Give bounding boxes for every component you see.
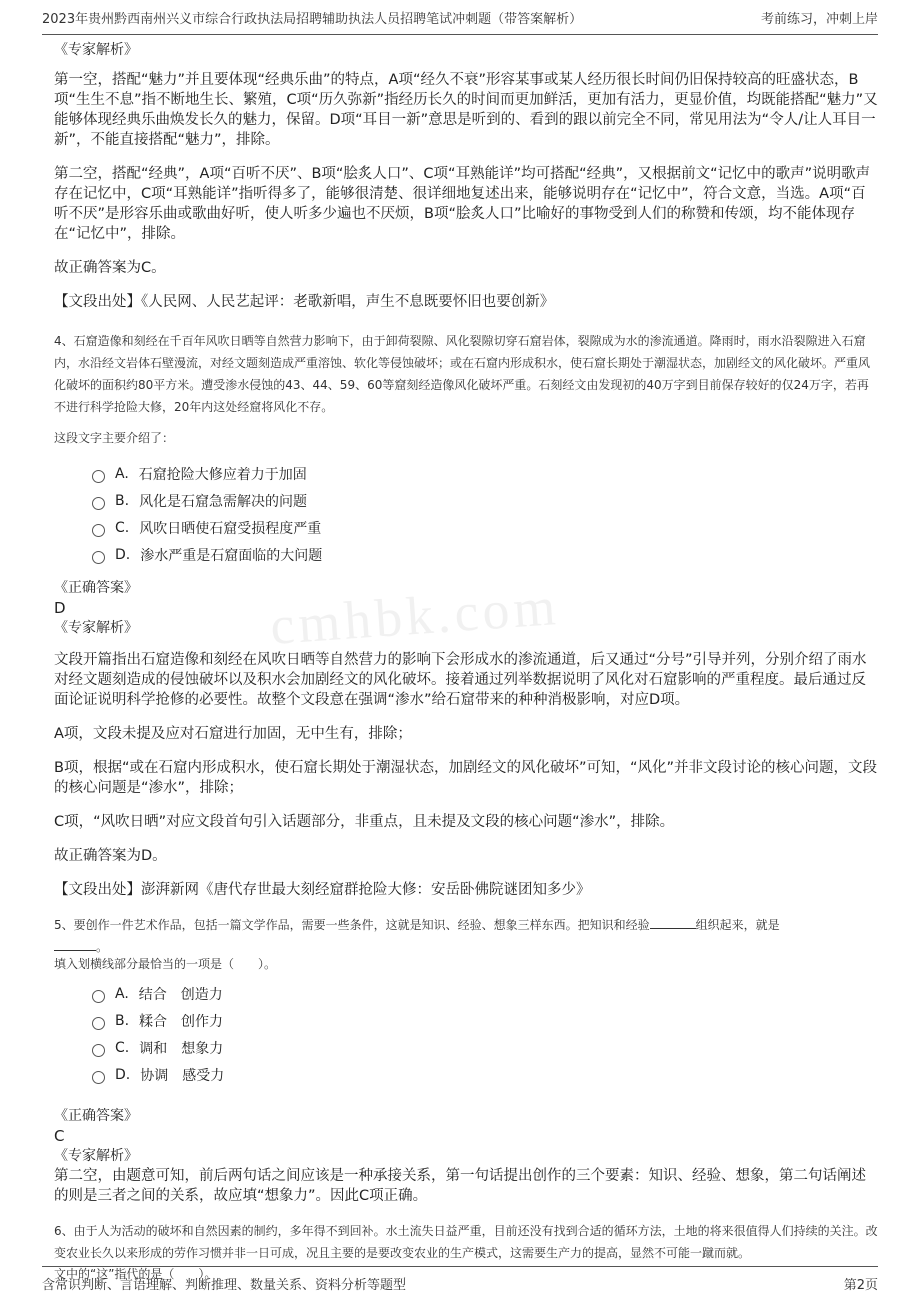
analysis-paragraph: 第二空，搭配“经典”，A项“百听不厌”、B项“脍炙人口”、C项“耳熟能详”均可搭配“经典”，又根据前文“记忆中的歌声”说明歌声存在记忆中，C项“耳熟能详”指听得多了，能够很清楚、很详细地复述出来，能够说明存在“记忆中”，符合文意，当选。A项“百听不厌”是形容乐曲或歌曲好听，使人听多少遍也不厌烦，B项“脍炙人口”比喻好的事物受到人们的称赞和传颂，均不能体现存在“记忆中”，排除。 xyxy=(54,166,871,242)
option-text: 风吹日晒使石窟受损程度严重 xyxy=(139,520,322,537)
option-b[interactable] xyxy=(92,1007,878,1034)
question-text-part: 组织起来，就是 xyxy=(695,918,780,932)
option-letter: A. xyxy=(115,985,129,1002)
analysis-paragraph: 第二空，由题意可知，前后两句话之间应该是一种承接关系，第一句话提出创作的三个要素：知识、经验、想象，第二句话阐述的则是三者之间的关系，故应填“想象力”。因此C项正确。 xyxy=(54,1168,866,1204)
option-letter: D. xyxy=(115,1066,131,1083)
radio-icon[interactable] xyxy=(92,1044,105,1057)
correct-answer-label: 《正确答案》 xyxy=(54,580,138,596)
page-header xyxy=(42,8,878,35)
radio-icon[interactable] xyxy=(92,990,105,1003)
option-list xyxy=(92,980,878,1088)
radio-icon[interactable] xyxy=(92,524,105,537)
option-letter: C. xyxy=(115,519,130,536)
option-text: 石窟抢险大修应着力于加固 xyxy=(138,466,307,483)
question-text xyxy=(54,1220,878,1264)
expert-analysis-label: 《专家解析》 xyxy=(54,42,138,58)
source-citation: 【文段出处】《人民网、人民艺起评：老歌新唱，声生不息既要怀旧也要创新》 xyxy=(54,294,555,310)
analysis-paragraph: 第一空，搭配“魅力”并且要体现“经典乐曲”的特点，A项“经久不衰”形容某事或某人经历很长时间仍旧保持较高的旺盛状态，B项“生生不息”指不断地生长、繁殖，C项“历久弥新”指经历长久的时间而更加鲜活，更加有活力，更显价值，均既能搭配“魅力”又能够体现经典乐曲焕发长久的魅力，保留。D项“耳目一新”意思是听到的、看到的跟以前完全不同，常见用法为“令人/让人耳目一新”，不能直接搭配“魅力”，排除。 xyxy=(54,72,878,148)
q3-analysis xyxy=(54,40,878,312)
option-letter: B. xyxy=(115,492,130,509)
watermark: cmhbk.com xyxy=(268,575,562,657)
question-text: 4、石窟造像和刻经在千百年风吹日晒等自然营力影响下，由于卸荷裂隙、风化裂隙切穿石窟岩体，裂隙成为水的渗流通道。降雨时，雨水沿裂隙进入石窟内，水沿经文岩体石壁漫流，对经文题刻造成严重溶蚀、软化等侵蚀破坏；或在石窟内形成积水，使石窟长期处于潮湿状态，加剧经文的风化破坏。严重风化破坏的面积约80平方米。遭受渗水侵蚀的43、44、59、60等窟刻经造像风化破坏严重。石刻经文由发现初的40万字到目前保存较好的仅24万字，若再不进行科学抢险大修，20年内这处经窟将风化不存。 xyxy=(54,334,871,414)
expert-analysis-label: 《专家解析》 xyxy=(54,620,138,636)
option-text: 风化是石窟急需解决的问题 xyxy=(139,493,308,510)
radio-icon[interactable] xyxy=(92,470,105,483)
analysis-paragraph: B项，根据“或在石窟内形成积水，使石窟长期处于潮湿状态，加剧经文的风化破坏”可知，“风化”并非文段讨论的核心问题，文段的核心问题是“渗水”，排除； xyxy=(54,760,877,796)
page-number: 第2页 xyxy=(843,1278,878,1293)
correct-answer-label: 《正确答案》 xyxy=(54,1108,138,1124)
document-title: 2023年贵州黔西南州兴义市综合行政执法局招聘辅助执法人员招聘笔试冲刺题（带答案解析） xyxy=(42,12,583,27)
question-text-part: 。 xyxy=(96,940,109,954)
question-text-part: 5、要创作一件艺术作品，包括一篇文学作品，需要一些条件，这就是知识、经验、想象三样东西。把知识和经验 xyxy=(54,918,650,932)
question-4 xyxy=(54,330,878,900)
option-letter: D. xyxy=(115,546,131,563)
option-text: 协调 感受力 xyxy=(140,1067,225,1084)
blank-line xyxy=(54,936,96,951)
page-footer xyxy=(42,1266,878,1293)
page-content xyxy=(54,40,878,1290)
expert-analysis-label: 《专家解析》 xyxy=(54,1148,138,1164)
option-letter: C. xyxy=(115,1039,130,1056)
question-5 xyxy=(54,914,878,1206)
radio-icon[interactable] xyxy=(92,1071,105,1084)
conclusion: 故正确答案为D。 xyxy=(54,848,167,864)
analysis-paragraph: C项，“风吹日晒”对应文段首句引入话题部分，非重点，且未提及文段的核心问题“渗水”，排除。 xyxy=(54,814,675,830)
question-text-part: 6、由于人为活动的破坏和自然因素的制约，多年得不到回补。水土流失日益严重，目前还没有找到合适的循环方法，土地的将来很值得人们持续的关注。改变农业长久以来形成的劳作习惯并非一日可成，况且主要的是要改变农业的生产模式， xyxy=(54,1224,878,1260)
conclusion: 故正确答案为C。 xyxy=(54,260,166,276)
footer-note: 含常识判断、言语理解、判断推理、数量关系、资料分析等题型 xyxy=(42,1278,407,1293)
option-a[interactable] xyxy=(92,980,878,1007)
option-text: 结合 创造力 xyxy=(138,986,223,1003)
option-a[interactable] xyxy=(92,460,878,487)
option-text: 糅合 创作力 xyxy=(139,1013,224,1030)
option-c[interactable] xyxy=(92,1034,878,1061)
option-d[interactable] xyxy=(92,541,878,568)
source-citation: 【文段出处】澎湃新网《唐代存世最大刻经窟群抢险大修：安岳卧佛院谜团知多少》 xyxy=(54,882,591,898)
option-d[interactable] xyxy=(92,1061,878,1088)
correct-answer: D xyxy=(54,599,66,617)
option-letter: A. xyxy=(115,465,129,482)
analysis-paragraph: A项，文段未提及应对石窟进行加固，无中生有，排除； xyxy=(54,726,412,742)
question-text xyxy=(54,914,878,958)
option-letter: B. xyxy=(115,1012,130,1029)
question-text-part: 需要生产力的提高，显然不可能一蹴而就。 xyxy=(522,1246,751,1260)
option-text: 渗水严重是石窟面临的大问题 xyxy=(140,547,323,564)
option-text: 调和 想象力 xyxy=(139,1040,224,1057)
option-b[interactable] xyxy=(92,487,878,514)
emphasized-word: 这 xyxy=(510,1246,523,1260)
question-prompt: 文中的“这”指代的是（ ）。 xyxy=(54,1267,217,1281)
question-prompt: 填入划横线部分最恰当的一项是（ ）。 xyxy=(54,957,277,971)
correct-answer: C xyxy=(54,1127,65,1145)
radio-icon[interactable] xyxy=(92,551,105,564)
blank-line xyxy=(650,914,696,929)
header-slogan: 考前练习，冲刺上岸 xyxy=(760,12,878,27)
radio-icon[interactable] xyxy=(92,497,105,510)
option-c[interactable] xyxy=(92,514,878,541)
question-prompt: 这段文字主要介绍了： xyxy=(54,431,175,445)
option-list xyxy=(92,460,878,568)
analysis-paragraph: 文段开篇指出石窟造像和刻经在风吹日晒等自然营力的影响下会形成水的渗流通道，后又通过“分号”引导并列，分别介绍了雨水对经文题刻造成的侵蚀破坏以及积水会加剧经文的风化破坏。接着通过列举数据说明了风化对石窟影响的严重程度。最后通过反面论证说明科学抢修的必要性。故整个文段意在强调“渗水”给石窟带来的种种消极影响，对应D项。 xyxy=(54,652,867,708)
radio-icon[interactable] xyxy=(92,1017,105,1030)
